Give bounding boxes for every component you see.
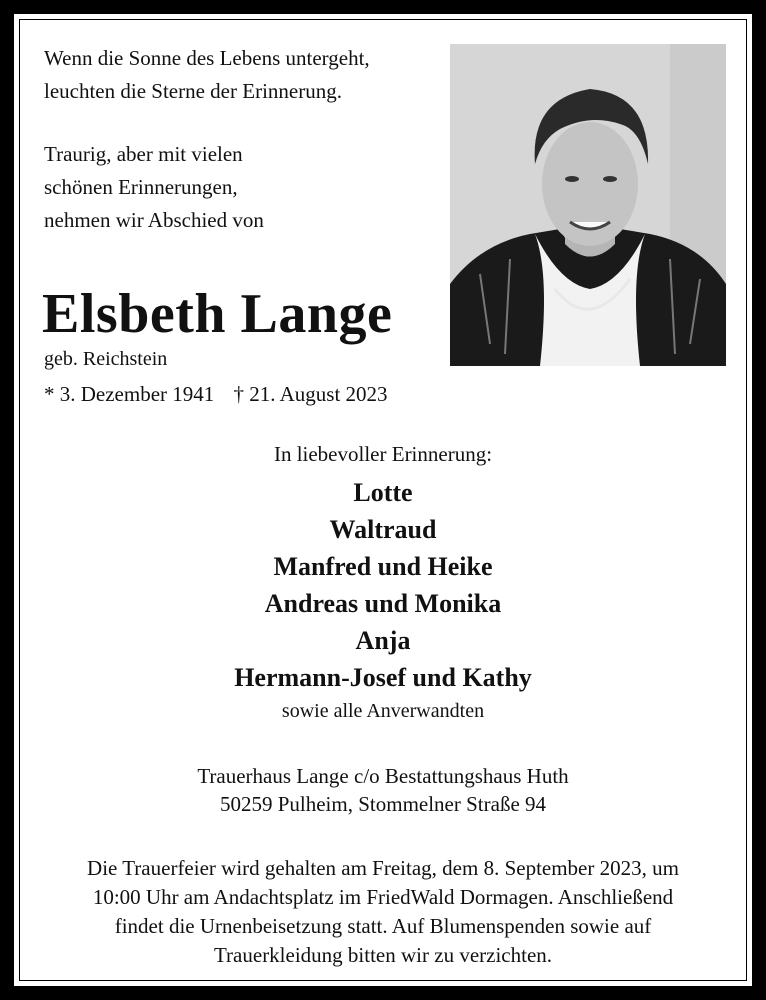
death-date: † 21. August 2023 xyxy=(233,382,388,406)
birth-name: geb. Reichstein xyxy=(44,348,168,370)
mourner-name: Andreas und Monika xyxy=(264,589,502,618)
deceased-name: Elsbeth Lange xyxy=(42,283,393,345)
funeral-line: 10:00 Uhr am Andachtsplatz im FriedWald Dormagen. Anschließend xyxy=(92,885,674,909)
intro-line: nehmen wir Abschied von xyxy=(44,208,264,232)
funeral-notice xyxy=(20,854,746,970)
intro-line: leuchten die Sterne der Erinnerung. xyxy=(44,79,342,103)
obituary-inner-border xyxy=(19,19,747,981)
intro-text xyxy=(44,42,370,237)
mourner-name: Manfred und Heike xyxy=(273,552,493,581)
mourner-name: Waltraud xyxy=(329,515,437,544)
portrait-photo xyxy=(450,44,726,366)
mourners-label: In liebevoller Erinnerung: xyxy=(273,442,493,466)
mourners-list xyxy=(20,474,746,696)
intro-line: Wenn die Sonne des Lebens untergeht, xyxy=(44,46,370,70)
life-dates xyxy=(44,382,388,407)
intro-line: Traurig, aber mit vielen xyxy=(44,142,243,166)
mourner-name: Anja xyxy=(355,626,411,655)
funeral-line: Die Trauerfeier wird gehalten am Freitag, dem 8. September 2023, um xyxy=(87,856,679,880)
obituary-frame xyxy=(12,12,754,988)
mourner-name: Hermann-Josef und Kathy xyxy=(234,663,532,692)
address-line: 50259 Pulheim, Stommelner Straße 94 xyxy=(219,792,547,816)
funeral-line: Trauerkleidung bitten wir zu verzichten. xyxy=(213,943,553,967)
funeral-line: findet die Urnenbeisetzung statt. Auf Blumenspenden sowie auf xyxy=(114,914,652,938)
mourner-name: Lotte xyxy=(353,478,413,507)
birth-date: * 3. Dezember 1941 xyxy=(44,382,215,406)
relatives-line: sowie alle Anverwandten xyxy=(281,700,485,722)
intro-line: schönen Erinnerungen, xyxy=(44,175,238,199)
address-line: Trauerhaus Lange c/o Bestattungshaus Huth xyxy=(197,764,569,788)
mourning-address xyxy=(20,762,746,818)
